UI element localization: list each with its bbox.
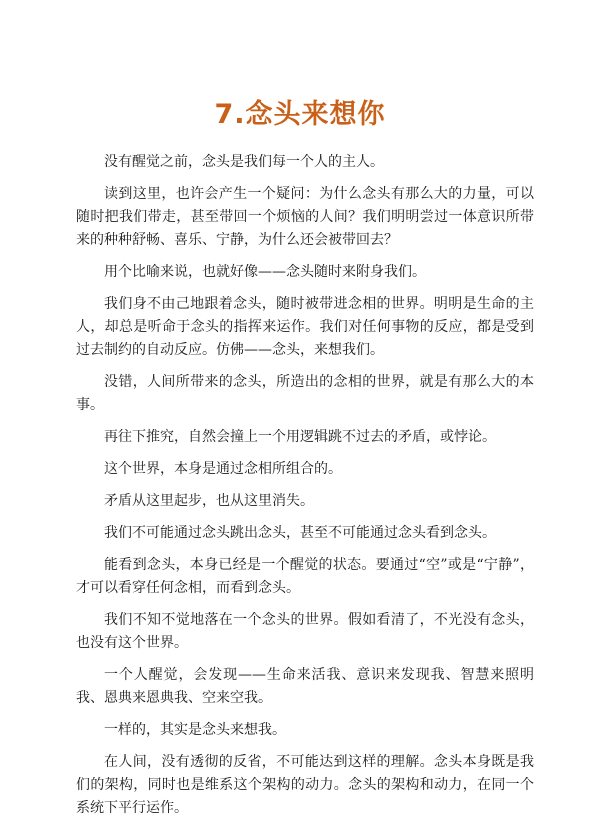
paragraph: 读到这里，也许会产生一个疑问：为什么念头有那么大的力量，可以随时把我们带走，甚至带回一个烦恼的人间？我们明明尝过一体意识所带来的种种舒畅、喜乐、宁静，为什么还会被带回去？ [76, 186, 534, 248]
paragraph: 再往下推究，自然会撞上一个用逻辑跳不过去的矛盾，或悖论。 [104, 429, 496, 445]
paragraph: 我们身不由己地跟着念头，随时被带进念相的世界。明明是生命的主人，却总是听命于念头的指挥来运作。我们对任何事物的反应，都是受到过去制约的自动反应。仿佛——念头，来想我们。 [76, 296, 534, 358]
paragraph: 没错，人间所带来的念头，所造出的念相的世界，就是有那么大的本事。 [76, 374, 534, 413]
paragraph: 用个比喻来说，也就好像——念头随时来附身我们。 [104, 264, 426, 280]
paragraph: 没有醒觉之前，念头是我们每一个人的主人。 [104, 154, 384, 170]
chapter-title: 7.念头来想你 [214, 99, 386, 130]
paragraph: 一个人醒觉，会发现——生命来活我、意识来发现我、智慧来照明我、恩典来恩典我、空来空我。 [76, 667, 534, 706]
body-text [76, 151, 534, 829]
paragraph: 矛盾从这里起步，也从这里消失。 [104, 493, 314, 509]
paragraph: 我们不知不觉地落在一个念头的世界。假如看清了，不光没有念头，也没有这个世界。 [76, 612, 534, 651]
paragraph: 这个世界，本身是通过念相所组合的。 [104, 461, 342, 477]
paragraph: 一样的，其实是念头来想我。 [104, 722, 286, 738]
paragraph: 在人间，没有透彻的反省，不可能达到这样的理解。念头本身既是我们的架构，同时也是维系这个架构的动力。念头的架构和动力，在同一个系统下平行运作。 [76, 754, 534, 816]
paragraph: 能看到念头，本身已经是一个醒觉的状态。要通过“空”或是“宁静”，才可以看穿任何念相，而看到念头。 [76, 557, 534, 596]
paragraph: 我们不可能通过念头跳出念头，甚至不可能通过念头看到念头。 [104, 525, 496, 541]
